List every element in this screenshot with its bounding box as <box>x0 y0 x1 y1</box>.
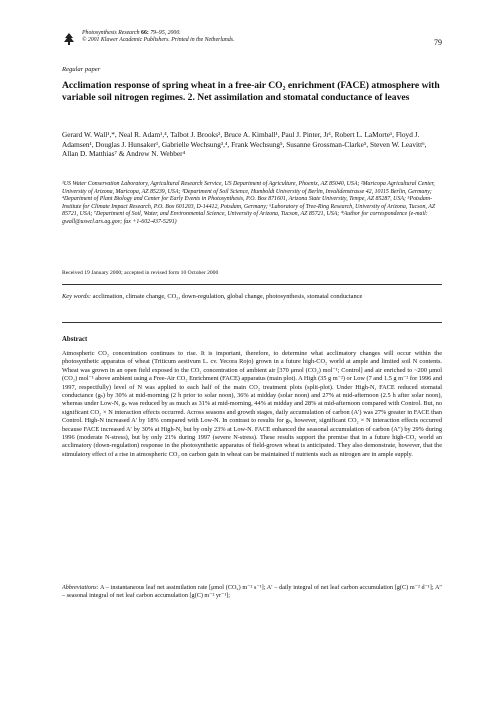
keywords-label: Key words: <box>62 293 92 300</box>
abstract-heading: Abstract <box>62 336 88 343</box>
received-date: Received 19 January 2000; accepted in revised form 10 October 2000 <box>62 270 219 276</box>
abbreviations-text: A – instantaneous leaf net assimilation rate [μmol (CO₂) m⁻² s⁻¹]; A′ – daily integral of net leaf carbon accumulation [g(C) m⁻² d⁻¹]; A″ – seasonal integral of net leaf carbon accumulation [g(C) m⁻² yr⁻¹]; <box>62 584 442 600</box>
abstract-text: Atmospheric CO₂ concentration continues to rise. It is important, therefore, to determine what acclimatory changes will occur within the photosynthetic apparatus of wheat (Triticum aestivum L. cv. Yecora Rojo) grown in a future high-CO₂ world at ample and limited soil N contents. Wheat was grown in an open field exposed to the CO₂ concentration of ambient air [370 μmol (CO₂) mol⁻¹; Control] and air enriched to ~200 μmol (CO₂) mol⁻¹ above ambient using a Free-Air CO₂ Enrichment (FACE) apparatus (main plot). A High (35 g m⁻²) or Low (7 and 1.5 g m⁻² for 1996 and 1997, respectfully) level of N was applied to each half of the main CO₂ treatment plots (split-plot). Under High-N, FACE reduced stomatal conductance (gₛ) by 30% at mid-morning (2 h prior to solar noon), 36% at midday (solar noon) and 27% at mid-afternoon (2.5 h after solar noon), whereas under Low-N, gₛ was reduced by as much as 31% at mid-morning, 44% at midday and 28% at mid-afternoon compared with Control. But, no significant CO₂ × N interaction effects occurred. Across seasons and growth stages, daily accumulation of carbon (A′) was 27% greater in FACE than Control. High-N increased A′ by 18% compared with Low-N. In contrast to results for gₛ, however, significant CO₂ × N interaction effects occurred because FACE increased A′ by 30% at High-N, but by only 23% at Low-N. FACE enhanced the seasonal accumulation of carbon (A″) by 29% during 1996 (moderate N-stress), but by only 21% during 1997 (severe N-stress). These results support the premise that in a future high-CO₂ world an acclimatory (down-regulation) response in the photosynthetic apparatus of field-grown wheat is anticipated. They also demonstrate, however, that the stimulatory effect of a rise in atmospheric CO₂ on carbon gain in wheat can be maintained if nutrients such as nitrogen are in ample supply. <box>62 350 442 458</box>
page-number: 79 <box>434 38 442 47</box>
author-list: Gerard W. Wall¹,*, Neal R. Adam¹,⁴, Talbot J. Brooks², Bruce A. Kimball¹, Paul J. Pinter, Jr¹, Robert L. LaMorte¹, Floyd J. Adamsen¹, Douglas J. Hunsaker¹, Gabrielle Wechsung³,⁴, Frank Wechsung⁵, Susanne Grossman-Clarke⁵, Steven W. Leavitt⁶, Allan D. Matthias⁷ & Andrew N. Webber⁴ <box>62 130 427 159</box>
copyright-line: © 2001 Kluwer Academic Publishers. Printed in the Netherlands. <box>82 37 235 44</box>
journal-name: Photosynthesis Research <box>82 30 140 36</box>
keywords <box>62 293 442 301</box>
journal-citation <box>82 30 234 44</box>
divider-top <box>62 284 442 285</box>
kluwer-tree-logo-icon <box>62 32 76 46</box>
divider-bottom <box>62 322 442 323</box>
keywords-text: acclimation, climate change, CO₂, down-regulation, global change, photosynthesis, stomatal conductance <box>91 293 363 300</box>
affiliations: ¹US Water Conservation Laboratory, Agricultural Research Service, US Department of Agriculture, Phoenix, AZ 85040, USA; ²Maricopa Agricultural Center, University of Arizona, Maricopa, AZ 85239, USA; ³Department of Soil Science, Humboldt University of Berlin, Invalidenstrasse 42, 10115 Berlin, Germany; ⁴Department of Plant Biology and Center for Early Events in Photosynthesis, P.O. Box 871601, Arizona State University, Tempe, AZ 85287, USA; ⁵Potsdam-Institute for Climate Impact Research, P.O. Box 601203, D-14412, Potsdam, Germany; ⁶Laboratory of Tree-Ring Research, University of Arizona, Tucson, AZ 85721, USA; ⁷Department of Soil, Water, and Environmental Science, University of Arizona, Tucson, AZ 85721, USA; *Author for correspondence (e-mail: gwall@uswcl.ars.ag.gov; fax +1-602-437-5291) <box>62 181 436 225</box>
abbreviations-label: Abbreviations: <box>62 584 99 591</box>
section-type: Regular paper <box>62 66 101 73</box>
article-title: Acclimation response of spring wheat in a free-air CO₂ enrichment (FACE) atmosphere with variable soil nitrogen regimes. 2. Net assimilation and stomatal conductance of leaves <box>62 80 440 103</box>
journal-volume: 66: <box>141 30 149 36</box>
journal-pages: 79–95, 2000. <box>150 30 181 36</box>
journal-header <box>62 30 442 52</box>
abbreviations <box>62 584 442 600</box>
